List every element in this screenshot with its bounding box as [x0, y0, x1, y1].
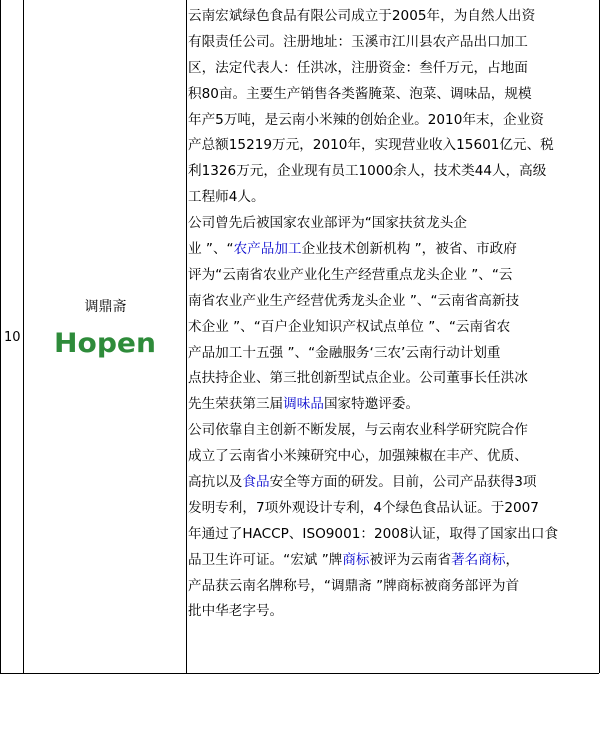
- description-text: 产总额15219万元，2010年，实现营业收入15601亿元、税: [188, 137, 554, 154]
- row-number-cell: [1, 0, 24, 673]
- keyword-link[interactable]: 农产品加工: [233, 241, 302, 258]
- description-line: [188, 211, 598, 237]
- description-text: 有限责任公司。注册地址：玉溪市江川县农产品出口加工: [188, 33, 528, 50]
- description-text: 点扶持企业、第三批创新型试点企业。公司董事长任洪冰: [188, 370, 528, 387]
- description-text: 公司依靠自主创新不断发展，与云南农业科学研究院合作: [188, 422, 528, 439]
- brand-name: 调鼎斋: [84, 299, 127, 315]
- description-line: [188, 496, 598, 522]
- description-text: 云南宏斌绿色食品有限公司成立于2005年，为自然人出资: [188, 8, 536, 24]
- description-text: 被评为云南省: [369, 551, 452, 568]
- row-number: 10: [4, 330, 21, 345]
- description-text: 国家特邀评委。: [323, 396, 420, 413]
- description-text: 高抗以及: [188, 474, 243, 491]
- description-line: [188, 82, 598, 108]
- description-line: [188, 444, 598, 470]
- description-text: 品卫生许可证。“宏斌 ”牌: [188, 551, 343, 568]
- description-text: 企业技术创新机构 ”，被省、市政府: [301, 241, 517, 258]
- description-text: 年产5万吨，是云南小米辣的创始企业。2010年末，企业资: [188, 111, 544, 128]
- description-line: [188, 548, 598, 574]
- description-text: 先生荣获第三届: [188, 396, 284, 413]
- description-text: 批中华老字号。: [188, 603, 284, 620]
- description-line: [188, 574, 598, 600]
- keyword-link[interactable]: 著名商标: [451, 551, 506, 568]
- description-text: 成立了云南省小米辣研究中心，加强辣椒在丰产、优质、: [188, 448, 528, 465]
- description-line: [188, 159, 598, 185]
- description-text: 南省农业产业生产经营优秀龙头企业 ”、“云南省高新技: [188, 292, 520, 309]
- description-text: 公司曾先后被国家农业部评为“国家扶贫龙头企: [188, 215, 467, 232]
- description-line: [188, 315, 598, 341]
- description-line: [188, 4, 598, 30]
- keyword-link[interactable]: 调味品: [283, 396, 324, 413]
- description-text: 利1326万元，企业现有员工1000余人，技术类44人，高级: [188, 163, 547, 180]
- description-line: [188, 289, 598, 315]
- description-text: 术企业 ”、“百户企业知识产权试点单位 ”、“云南省农: [188, 318, 511, 335]
- description-line: [188, 522, 598, 548]
- description-text: 业 ”、“: [188, 241, 234, 258]
- description-line: [188, 392, 598, 418]
- description-line: [188, 599, 598, 625]
- description-line: [188, 470, 598, 496]
- description-text: 工程师4人。: [188, 189, 265, 206]
- logo-text: Hopen: [54, 328, 156, 358]
- description-line: [188, 366, 598, 392]
- description-line: [188, 108, 598, 134]
- keyword-link[interactable]: 食品: [242, 474, 270, 491]
- description-text: 产品加工十五强 ”、“金融服务‘三农’云南行动计划重: [188, 344, 501, 361]
- description-line: [188, 56, 598, 82]
- description-text: 评为“云南省农业产业化生产经营重点龙头企业 ”、“云: [188, 266, 513, 283]
- description-text: 年通过了HACCP、ISO9001：2008认证，取得了国家出口食: [188, 525, 559, 542]
- keyword-link[interactable]: 商标: [342, 551, 370, 568]
- description-text: 产品获云南名牌称号，“调鼎斋 ”牌商标被商务部评为首: [188, 577, 520, 594]
- description-text: 区，法定代表人：任洪冰，注册资金：叁仟万元，占地面: [188, 59, 528, 76]
- description-text: 发明专利，7项外观设计专利，4个绿色食品认证。于2007: [188, 499, 539, 516]
- description-line: [188, 341, 598, 367]
- description-line: [188, 133, 598, 159]
- company-description: [188, 4, 598, 625]
- description-line: [188, 185, 598, 211]
- description-text: ，: [505, 551, 520, 568]
- description-line: [188, 237, 598, 263]
- description-line: [188, 263, 598, 289]
- description-line: [188, 418, 598, 444]
- description-text: 安全等方面的研发。目前，公司产品获得3项: [269, 474, 537, 491]
- hopen-logo: [54, 326, 158, 358]
- description-line: [188, 30, 598, 56]
- description-text: 积80亩。主要生产销售各类酱腌菜、泡菜、调味品，规模: [188, 85, 532, 102]
